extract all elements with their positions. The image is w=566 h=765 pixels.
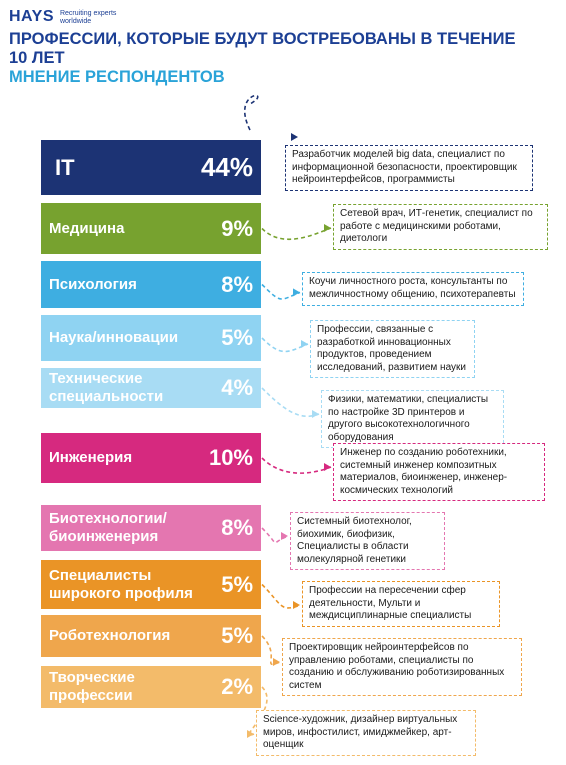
bar-8 (41, 560, 261, 609)
bar-4 (41, 315, 261, 361)
arrowhead-1 (291, 133, 298, 141)
bar-value: 5% (221, 325, 253, 350)
page-subtitle: МНЕНИЕ РЕСПОНДЕНТОВ (9, 68, 225, 86)
bar-label: Технические специальности (49, 370, 164, 405)
note-box-2: Сетевой врач, ИТ-генетик, специалист по работе с медицинскими роботами, диетологи (333, 204, 548, 250)
bar-label: Наука/инновации (49, 329, 179, 346)
bar-2 (41, 203, 261, 254)
connector-1 (245, 96, 258, 130)
bar-label: Творческие профессии (49, 669, 135, 704)
bar-5 (41, 368, 261, 408)
logo-tagline: Recruiting experts worldwide (59, 10, 117, 25)
bar-value: 5% (221, 571, 253, 597)
arrowhead-6 (324, 463, 331, 471)
bar-9 (41, 615, 261, 657)
bar-label: Роботехнология (49, 627, 171, 644)
arrowhead-4 (301, 340, 308, 348)
note-box-6: Инженер по созданию роботехники, системный инженер композитных материалов, биоинженер, инженер-космических технологий (333, 443, 545, 501)
note-box-10: Science-художник, дизайнер виртуальных миров, инфостилист, имиджмейкер, арт-оценщик (256, 710, 476, 756)
bar-value: 9% (221, 215, 253, 241)
arrowhead-9 (273, 658, 280, 666)
note-box-5: Физики, математики, специалисты по настройке 3D принтеров и другого высокотехнологичного оборудования (321, 390, 504, 448)
note-box-1: Разработчик моделей big data, специалист по информационной безопасности, проектировщик нейроинтерфейсов, программисты (285, 145, 533, 191)
note-box-3: Коучи личностного роста, консультанты по межличностному общению, психотерапевты (302, 272, 524, 306)
arrowhead-8 (293, 601, 300, 609)
note-box-4: Профессии, связанные с разработкой инновационных продуктов, проведением исследований, развитием науки (310, 320, 475, 378)
bar-value: 10% (208, 445, 253, 470)
bar-value: 44% (200, 152, 253, 182)
logo-word: HAYS (9, 8, 54, 25)
bar-1 (41, 140, 261, 195)
page-title: ПРОФЕССИИ, КОТОРЫЕ БУДУТ ВОСТРЕБОВАНЫ В ТЕЧЕНИЕ 10 ЛЕТ (9, 30, 516, 67)
connector-5 (262, 388, 319, 416)
arrowhead-2 (324, 224, 331, 232)
bar-label: Специалисты широкого профиля (49, 566, 193, 602)
arrowhead-5 (312, 410, 319, 418)
connector-2 (262, 228, 331, 239)
bar-value: 2% (221, 674, 253, 699)
bar-value: 5% (221, 623, 253, 648)
bar-value: 4% (221, 375, 253, 400)
bar-3 (41, 261, 261, 308)
bar-7 (41, 505, 261, 551)
bar-label: Медицина (49, 219, 125, 237)
connector-9 (262, 636, 280, 664)
bar-label: Психология (49, 275, 137, 293)
bar-value: 8% (221, 271, 253, 297)
note-box-9: Проектировщик нейроинтерфейсов по управлению роботами, специалисты по созданию и обслуживанию роботизированных систем (282, 638, 522, 696)
bar-10 (41, 666, 261, 708)
arrowhead-3 (293, 288, 300, 296)
note-box-7: Системный биотехнолог, биохимик, биофизик, Специалисты в области молекулярной генетики (290, 512, 445, 570)
bar-label: Инженерия (49, 449, 133, 466)
bar-label: Биотехнологии/ биоинженерия (49, 510, 167, 545)
bar-value: 8% (221, 515, 253, 540)
connector-6 (262, 458, 331, 473)
note-box-8: Профессии на пересечении сфер деятельности, Мульти и междисциплинарные специалисты (302, 581, 500, 627)
bar-6 (41, 433, 261, 483)
arrowhead-7 (281, 532, 288, 540)
bar-label: IT (55, 154, 75, 180)
